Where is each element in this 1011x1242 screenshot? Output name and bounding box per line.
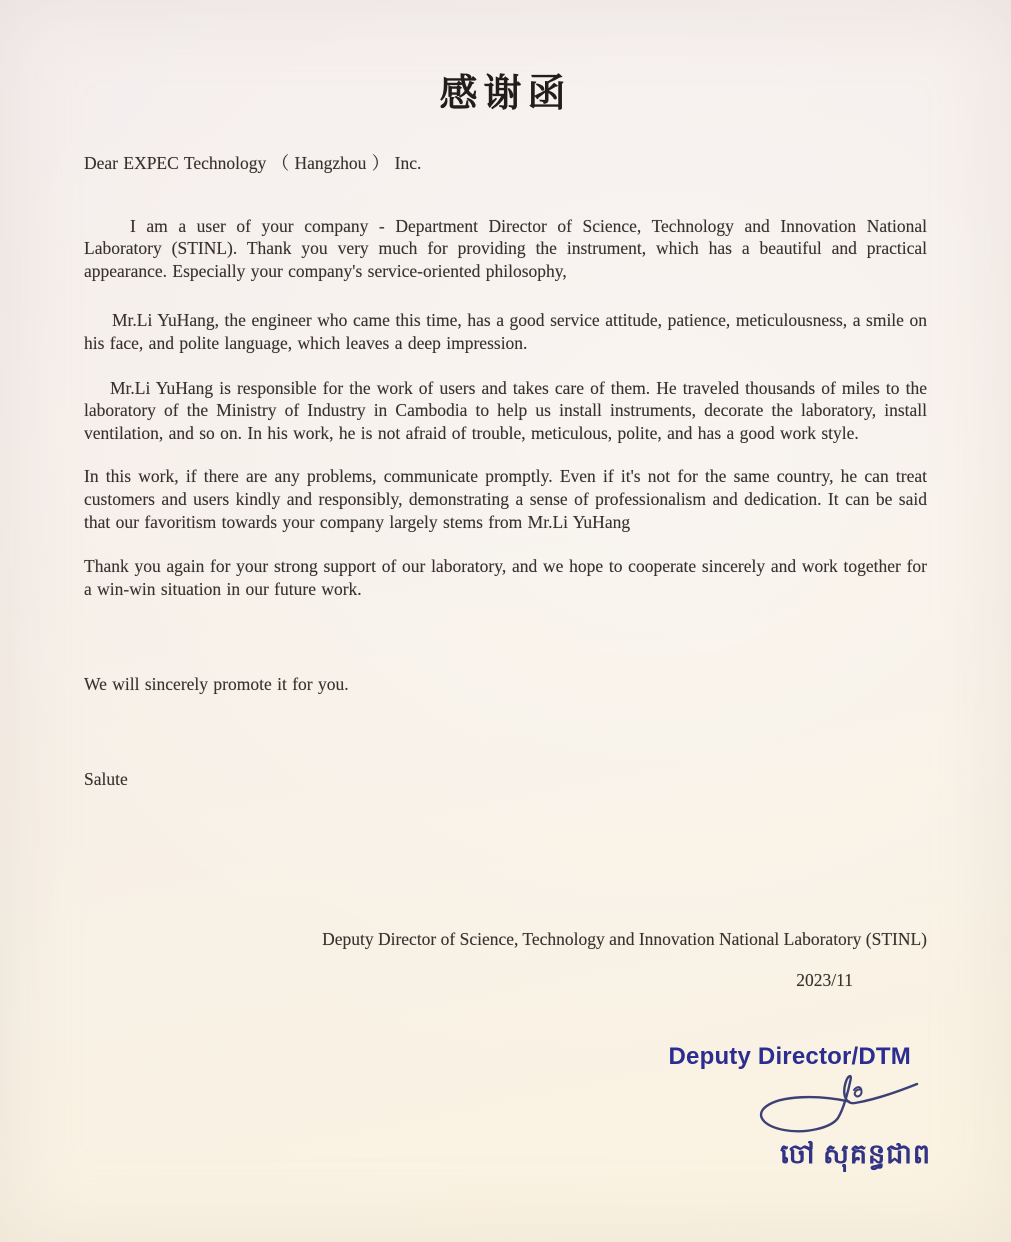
signature-title: Deputy Director/DTM	[668, 1043, 911, 1070]
promote-line: We will sincerely promote it for you.	[84, 674, 349, 695]
paragraph-5: Thank you again for your strong support of our laboratory, and we hope to cooperate sincerely and work together for a win-win situation in our future work.	[84, 556, 927, 599]
letter-title: 感谢函	[439, 73, 572, 115]
paragraph-1: I am a user of your company - Department Director of Science, Technology and Innovation National Laboratory (STINL). Thank you very much for providing the instrument, which has a beautiful and practical appearance. Especially your company's service-oriented philosophy,	[84, 215, 927, 281]
salute-line: Salute	[84, 768, 128, 789]
letter-body	[84, 152, 927, 791]
signoff-date: 2023/11	[796, 970, 853, 990]
signoff-organization: Deputy Director of Science, Technology and Innovation National Laboratory (STINL)	[322, 929, 927, 949]
paragraph-3: Mr.Li YuHang is responsible for the work of users and takes care of them. He traveled thousands of miles to the laboratory of the Ministry of Industry in Cambodia to help us install instruments, decorate the laboratory, install ventilation, and so on. In his work, he is not afraid of trouble, meticulous, polite, and has a good work style.	[84, 377, 927, 443]
signoff-block	[84, 928, 927, 992]
paragraph-4: In this work, if there are any problems, communicate promptly. Even if it's not for the same country, he can treat customers and users kindly and responsibly, demonstrating a sense of professionalism and dedication. It can be said that our favoritism towards your company largely stems from Mr.Li YuHang	[84, 466, 927, 532]
signature-name-khmer: ចៅ សុគន្ធជាព	[780, 1139, 931, 1169]
paragraph-2: Mr.Li YuHang, the engineer who came this time, has a good service attitude, patience, meticulousness, a smile on his face, and polite language, which leaves a deep impression.	[84, 310, 927, 353]
salutation: Dear EXPEC Technology （ Hangzhou ） Inc.	[84, 153, 422, 173]
handwritten-signature	[751, 1068, 921, 1138]
